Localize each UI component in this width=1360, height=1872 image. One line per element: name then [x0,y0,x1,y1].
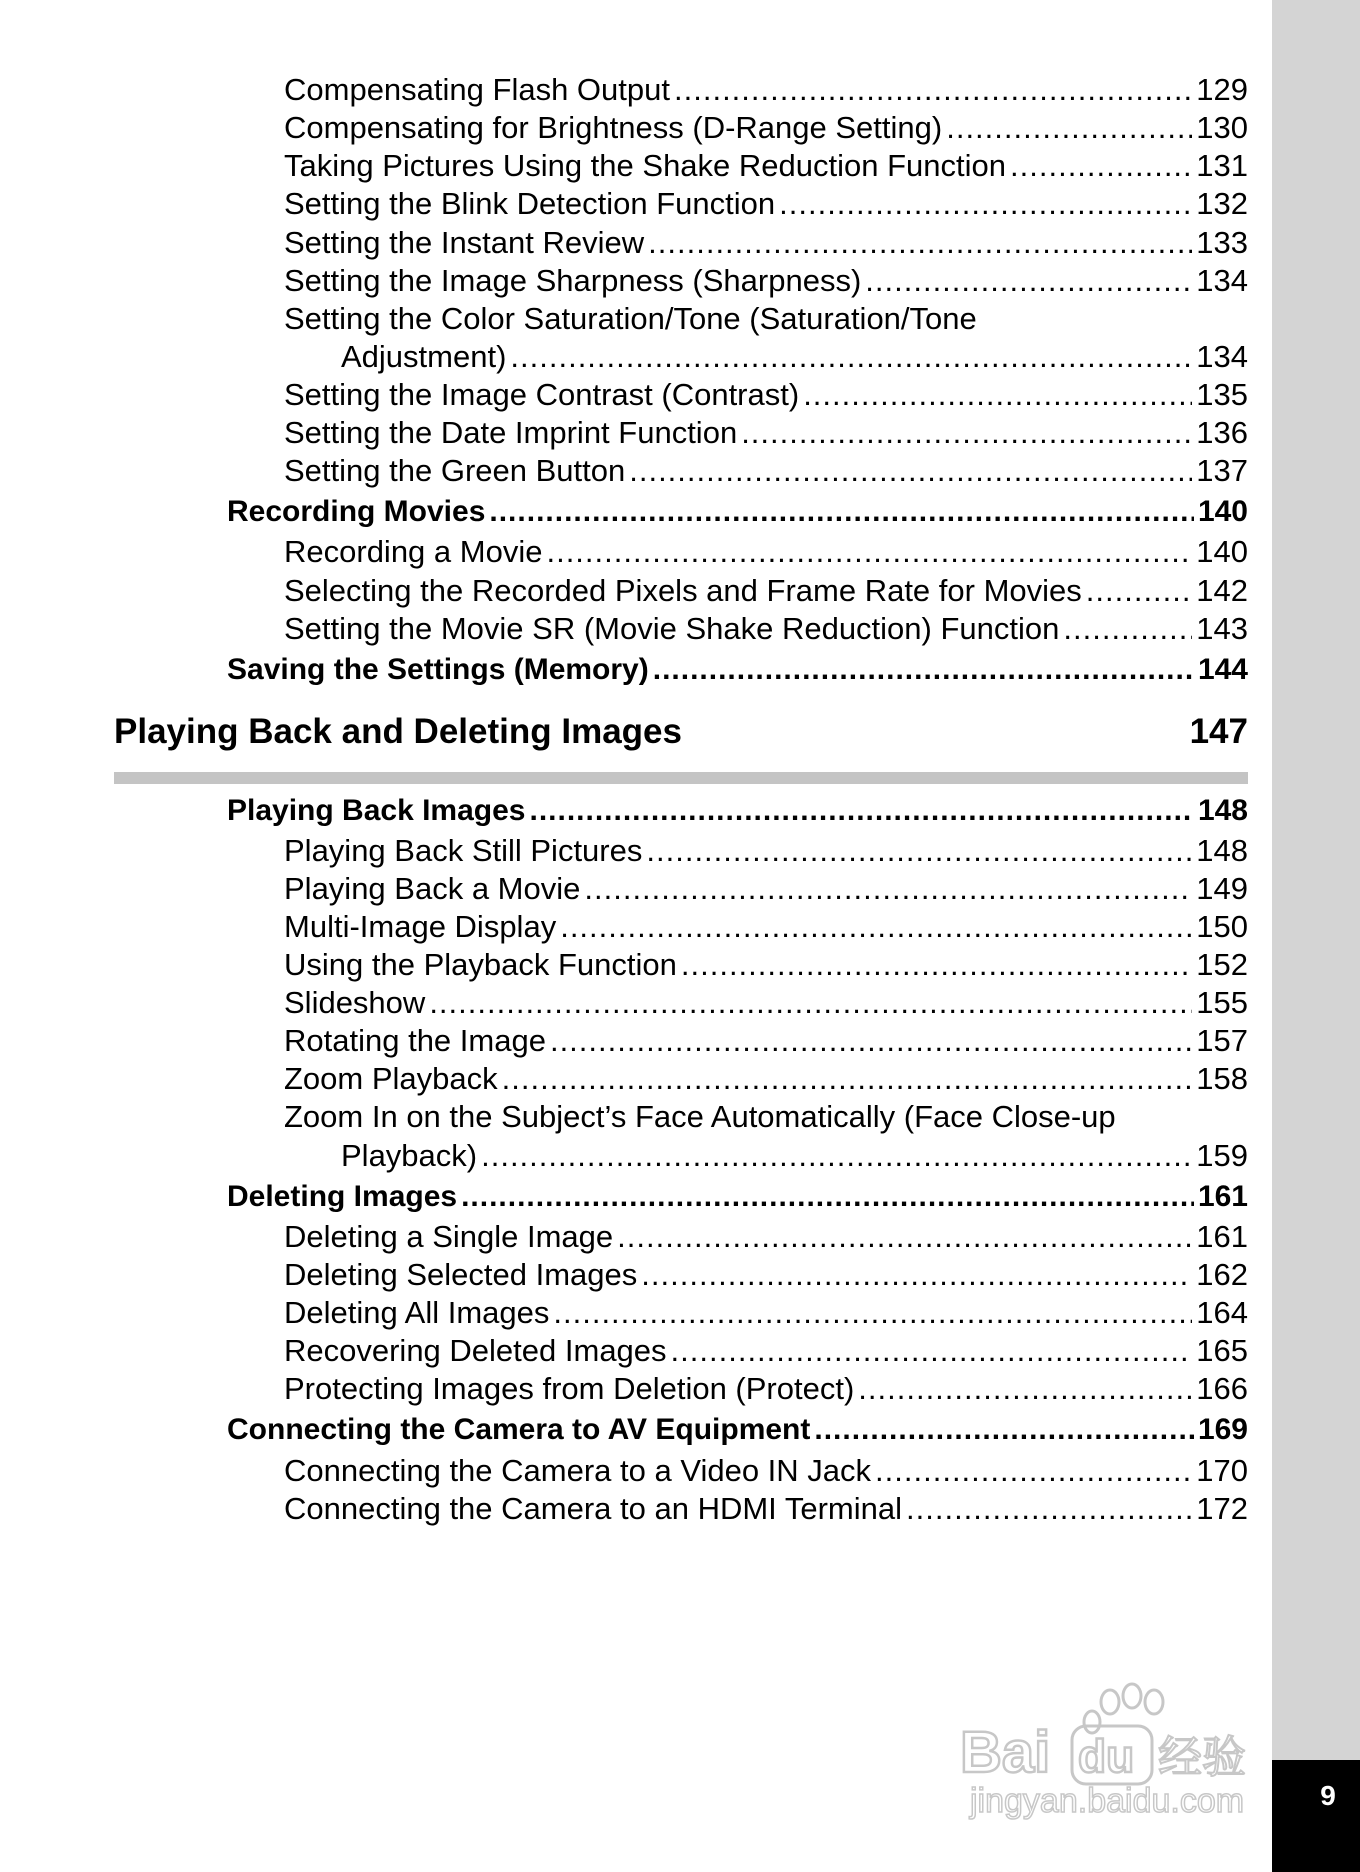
toc-entry[interactable]: Setting the Image Sharpness (Sharpness) ..... 134 [284,262,1248,300]
toc-entry-wrap-line[interactable]: Setting the Color Saturation/Tone (Saturation/Tone [284,301,977,336]
svg-text:经验: 经验 [1158,1732,1246,1783]
toc-entry[interactable]: Rotating the Image ..... 157 [284,1022,1248,1060]
toc-entry[interactable]: Slideshow ..... 155 [284,984,1248,1022]
svg-text:jingyan.baidu.com: jingyan.baidu.com [970,1782,1245,1820]
toc-section-entry[interactable]: Playing Back Images ..... 148 [227,792,1248,830]
toc-entry[interactable]: Using the Playback Function ..... 152 [284,946,1248,984]
toc-section-entry[interactable]: Recording Movies ..... 140 [227,493,1248,531]
toc-entry[interactable]: Compensating Flash Output ..... 129 [284,71,1248,109]
toc-entry[interactable]: Setting the Green Button ..... 137 [284,452,1248,490]
chapter-divider [114,772,1248,784]
toc-entry[interactable]: Playing Back a Movie ..... 149 [284,870,1248,908]
toc-entry[interactable]: Multi-Image Display ..... 150 [284,908,1248,946]
toc-entry[interactable]: Playback) ..... 159 [341,1137,1248,1175]
toc-entry[interactable]: Setting the Image Contrast (Contrast) ..... 135 [284,376,1248,414]
toc-entry[interactable]: Deleting All Images ..... 164 [284,1294,1248,1332]
toc-section-entry[interactable]: Connecting the Camera to AV Equipment ..... 169 [227,1411,1248,1449]
toc-entry[interactable]: Setting the Blink Detection Function ..... 132 [284,185,1248,223]
toc-entry[interactable]: Setting the Movie SR (Movie Shake Reduction) Function ..... 143 [284,610,1248,648]
baidu-watermark-logo [960,1680,1270,1820]
svg-text:Bai: Bai [960,1720,1051,1785]
toc-entry[interactable]: Recording a Movie ..... 140 [284,533,1248,571]
svg-text:du: du [1078,1730,1135,1782]
toc-entry[interactable]: Taking Pictures Using the Shake Reduction Function ..... 131 [284,147,1248,185]
chapter-heading[interactable] [114,712,1248,752]
toc-entry[interactable]: Compensating for Brightness (D-Range Setting) ..... 130 [284,109,1248,147]
toc-section-entry[interactable]: Deleting Images ..... 161 [227,1178,1248,1216]
toc-entry[interactable]: Zoom Playback ..... 158 [284,1060,1248,1098]
page-number: 9 [1320,1780,1336,1811]
page-number-tab [1272,1760,1360,1872]
toc-entry[interactable]: Deleting a Single Image ..... 161 [284,1218,1248,1256]
toc-entry[interactable]: Adjustment) ..... 134 [341,338,1248,376]
toc-entry[interactable]: Protecting Images from Deletion (Protect) ..... 166 [284,1370,1248,1408]
chapter-title: Playing Back and Deleting Images [114,712,682,751]
toc-entry[interactable]: Playing Back Still Pictures ..... 148 [284,832,1248,870]
toc-entry[interactable]: Recovering Deleted Images ..... 165 [284,1332,1248,1370]
toc-section-entry[interactable]: Saving the Settings (Memory) ..... 144 [227,651,1248,689]
chapter-page: 147 [1189,712,1248,751]
right-margin-band [1272,0,1360,1872]
toc-entry[interactable]: Selecting the Recorded Pixels and Frame Rate for Movies ..... 142 [284,572,1248,610]
toc-entry[interactable]: Setting the Date Imprint Function ..... 136 [284,414,1248,452]
toc-entry-wrap-line[interactable]: Zoom In on the Subject’s Face Automatically (Face Close-up [284,1099,1116,1134]
toc-entry[interactable]: Connecting the Camera to a Video IN Jack ..... 170 [284,1452,1248,1490]
toc-entry[interactable]: Deleting Selected Images ..... 162 [284,1256,1248,1294]
toc-entry[interactable]: Setting the Instant Review ..... 133 [284,224,1248,262]
toc-entry[interactable]: Connecting the Camera to an HDMI Terminal ..... 172 [284,1490,1248,1528]
